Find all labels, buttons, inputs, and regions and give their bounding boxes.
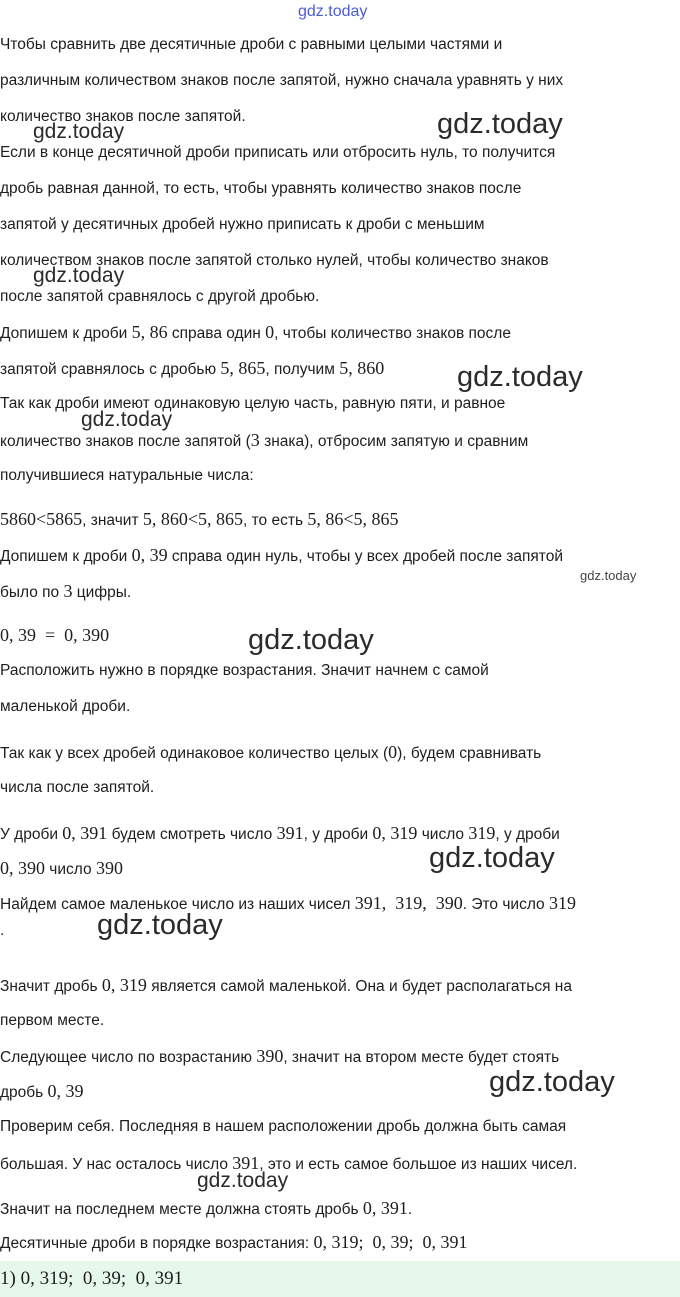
- text-line: было по 3 цифры.: [0, 581, 132, 601]
- text-line: Допишем к дроби 5, 86 справа один 0, чтобы количество знаков после: [0, 322, 511, 342]
- watermark: gdz.today: [81, 408, 173, 431]
- watermark: gdz.today: [489, 1066, 615, 1098]
- watermark: gdz.today: [33, 120, 125, 143]
- math-line: 5860<5865, значит 5, 860<5, 865, то есть 5, 86<5, 865: [0, 509, 399, 529]
- text-line: 0, 390 число 390: [0, 858, 123, 878]
- text-line: Значит на последнем месте должна стоять дробь 0, 391.: [0, 1198, 413, 1218]
- text-line: количеством знаков после запятой столько нулей, чтобы количество знаков: [0, 252, 549, 269]
- text-line: дробь равная данной, то есть, чтобы уравнять количество знаков после: [0, 180, 522, 197]
- text-line: после запятой сравнялось с другой дробью.: [0, 288, 320, 305]
- watermark: gdz.today: [437, 108, 563, 140]
- text-line: Так как у всех дробей одинаковое количество целых (0), будем сравнивать: [0, 742, 542, 762]
- text-line: У дроби 0, 391 будем смотреть число 391, у дроби 0, 319 число 319, у дроби: [0, 823, 560, 843]
- answer-text: 1) 0, 319; 0, 39; 0, 391: [0, 1268, 184, 1289]
- watermark-top: gdz.today: [298, 3, 368, 20]
- text-line: маленькой дроби.: [0, 698, 131, 715]
- text-line: Значит дробь 0, 319 является самой маленькой. Она и будет располагаться на: [0, 975, 572, 995]
- text-line: первом месте.: [0, 1012, 105, 1029]
- text-line: дробь 0, 39: [0, 1081, 84, 1101]
- text-line: запятой у десятичных дробей нужно приписать к дроби с меньшим: [0, 216, 485, 233]
- math-line: 0, 39 = 0, 390: [0, 625, 110, 645]
- text-line: различным количеством знаков после запятой, нужно сначала уравнять у них: [0, 72, 564, 89]
- watermark: gdz.today: [457, 361, 583, 393]
- text-line: Следующее число по возрастанию 390, значит на втором месте будет стоять: [0, 1046, 560, 1066]
- text-line: количество знаков после запятой (3 знака), отбросим запятую и сравним: [0, 430, 529, 450]
- text-line: Так как дроби имеют одинаковую целую часть, равную пяти, и равное: [0, 395, 506, 412]
- text-line: Если в конце десятичной дроби приписать или отбросить нуль, то получится: [0, 144, 556, 161]
- text-line: получившиеся натуральные числа:: [0, 467, 254, 484]
- watermark: gdz.today: [97, 909, 223, 941]
- text-line: Допишем к дроби 0, 39 справа один нуль, чтобы у всех дробей после запятой: [0, 545, 563, 565]
- watermark: gdz.today: [429, 842, 555, 874]
- text-line: числа после запятой.: [0, 779, 155, 796]
- text-line: запятой сравнялось с дробью 5, 865, получим 5, 860: [0, 358, 385, 378]
- text-line: Найдем самое маленькое число из наших чисел 391, 319, 390. Это число 319: [0, 893, 576, 913]
- text-line: Чтобы сравнить две десятичные дроби с равными целыми частями и: [0, 36, 503, 53]
- text-line: Расположить нужно в порядке возрастания. Значит начнем с самой: [0, 662, 489, 679]
- text-line: большая. У нас осталось число 391, это и есть самое большое из наших чисел.: [0, 1153, 578, 1173]
- watermark: gdz.today: [33, 264, 125, 287]
- text-line: Проверим себя. Последняя в нашем расположении дробь должна быть самая: [0, 1118, 567, 1135]
- text-line: Десятичные дроби в порядке возрастания: 0, 319; 0, 39; 0, 391: [0, 1232, 468, 1252]
- answer-box: [0, 1261, 680, 1297]
- text-line: .: [0, 922, 5, 939]
- watermark: gdz.today: [248, 624, 374, 656]
- text-line: количество знаков после запятой.: [0, 108, 246, 125]
- watermark: gdz.today: [580, 568, 637, 583]
- watermark: gdz.today: [197, 1169, 289, 1192]
